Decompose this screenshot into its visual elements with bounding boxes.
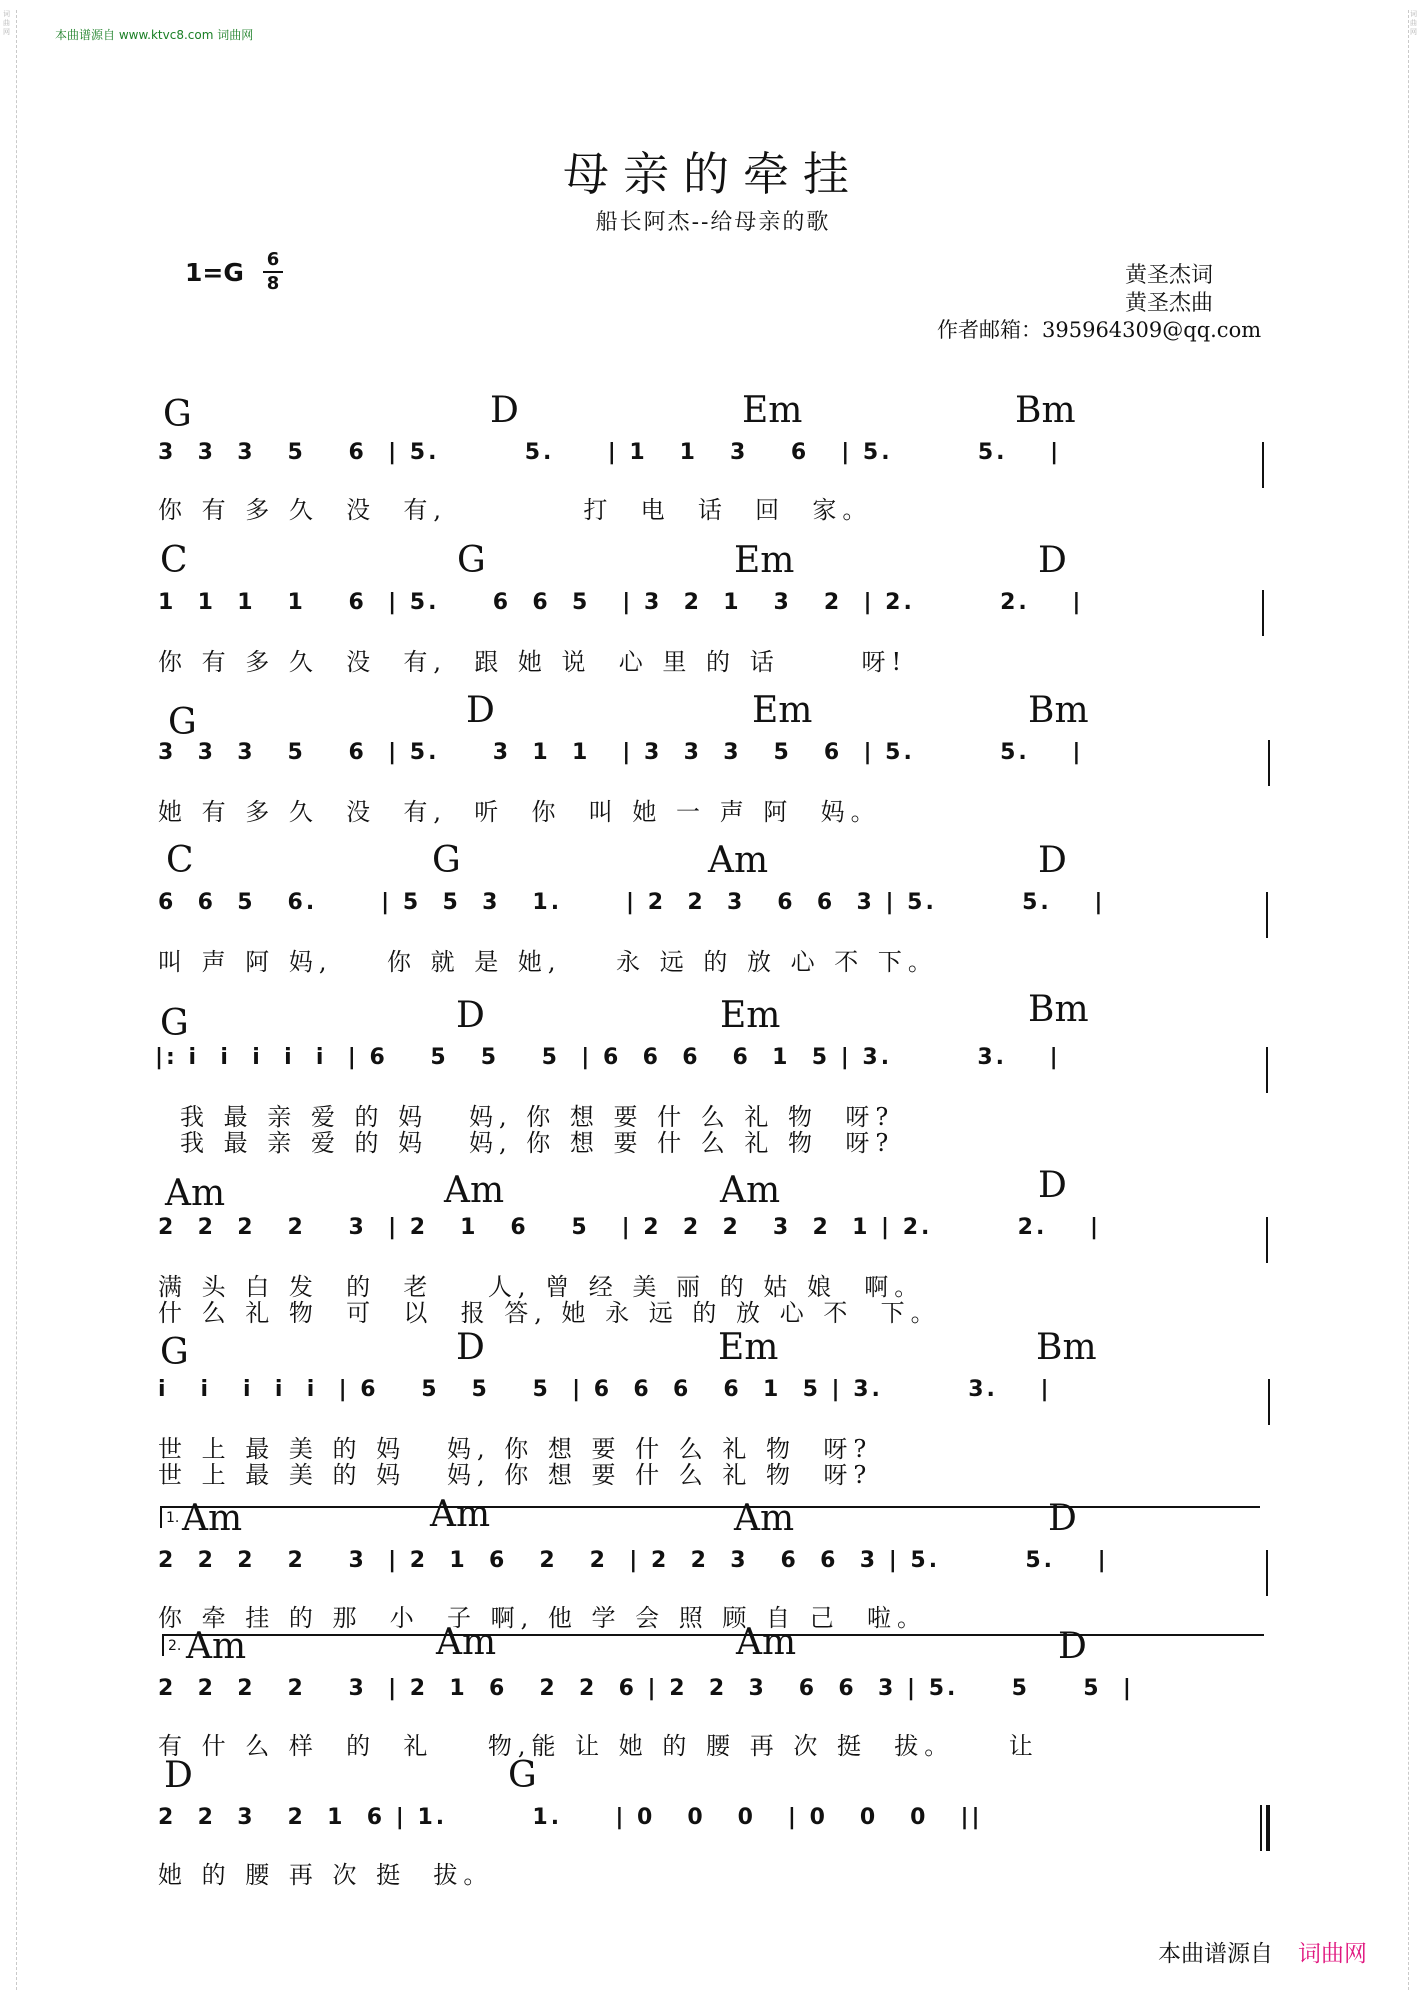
footer-source-label: 本曲谱源自	[1158, 1941, 1273, 1967]
chord-label: Am	[436, 1622, 497, 1663]
volta-number: 2.	[168, 1638, 182, 1654]
notation-line: 3 3 3 5 6 | 5. 3 1 1 | 3 3 3 5 6 | 5. 5. |	[158, 740, 1084, 765]
composer-credit: 黄圣杰曲	[1125, 291, 1214, 316]
chord-label: C	[166, 840, 194, 881]
notation-line: 6 6 5 6. | 5 5 3 1. | 2 2 3 6 6 3 | 5. 5. |	[158, 890, 1106, 915]
chord-label: Am	[444, 1170, 505, 1211]
chord-label: Em	[752, 690, 813, 731]
volta-bracket	[162, 1634, 1264, 1636]
footer-site-link[interactable]: 词曲网	[1298, 1941, 1367, 1967]
score-row	[0, 1327, 1426, 1489]
chord-label: Em	[742, 390, 803, 431]
chord-label: D	[1048, 1498, 1077, 1539]
chord-label: G	[457, 540, 486, 581]
lyric-line: 她 有 多 久 没 有, 听 你 叫 她 一 声 阿 妈。	[158, 798, 881, 826]
song-subtitle: 船长阿杰--给母亲的歌	[595, 210, 831, 235]
chord-label: Am	[430, 1494, 491, 1535]
chord-label: Am	[182, 1498, 243, 1539]
chord-label: G	[163, 394, 192, 435]
notation-line: |: i i i i i | 6 5 5 5 | 6 6 6 6 1 5 | 3. 3. |	[155, 1045, 1061, 1070]
chord-label: Am	[736, 1622, 797, 1663]
right-watermark-text: 词曲网	[1410, 10, 1417, 36]
volta-bracket-start	[160, 1506, 162, 1528]
chord-label: G	[508, 1755, 537, 1796]
notation-line: 2 2 3 2 1 6 | 1. 1. | 0 0 0 | 0 0 0 ||	[158, 1805, 983, 1830]
final-barline-thick	[1266, 1805, 1270, 1851]
lyricist-credit: 黄圣杰词	[1125, 263, 1214, 288]
chord-label: Em	[734, 540, 795, 581]
chord-label: D	[1058, 1626, 1087, 1667]
chord-label: Em	[720, 995, 781, 1036]
key-signature: 1=G	[185, 258, 244, 287]
lyric-line: 叫 声 阿 妈, 你 就 是 她, 永 远 的 放 心 不 下。	[158, 948, 938, 976]
chord-label: Am	[708, 840, 769, 881]
chord-label: D	[490, 390, 519, 431]
chord-label: G	[168, 702, 197, 743]
source-header-link[interactable]: 本曲谱源自 www.ktvc8.com 词曲网	[55, 28, 254, 42]
end-barline	[1266, 1047, 1268, 1093]
final-barline-thin	[1260, 1805, 1262, 1851]
chord-label: Bm	[1028, 690, 1089, 731]
time-top: 6	[266, 249, 280, 270]
volta-bracket-start	[162, 1634, 164, 1656]
lyric-line: 我 最 亲 爱 的 妈 妈, 你 想 要 什 么 礼 物 呀?	[180, 1103, 895, 1131]
chord-label: D	[456, 995, 485, 1036]
left-watermark-text: 词曲网	[3, 10, 10, 36]
chord-label: D	[1038, 1165, 1067, 1206]
end-barline	[1266, 1550, 1268, 1596]
chord-label: D	[456, 1327, 485, 1368]
end-barline	[1262, 442, 1264, 488]
lyric-line: 世 上 最 美 的 妈 妈, 你 想 要 什 么 礼 物 呀?	[158, 1461, 873, 1489]
notation-line: 3 3 3 5 6 | 5. 5. | 1 1 3 6 | 5. 5. |	[158, 440, 1062, 465]
notation-line: 2 2 2 2 3 | 2 1 6 2 2 6 | 2 2 3 6 6 3 | 5. 5 5 |	[158, 1676, 1134, 1701]
lyric-line: 你 有 多 久 没 有, 打 电 话 回 家。	[158, 496, 873, 524]
score-row	[0, 989, 1426, 1157]
lyric-line: 你 有 多 久 没 有, 跟 她 说 心 里 的 话 呀!	[158, 648, 908, 676]
end-barline	[1266, 1217, 1268, 1263]
lyric-line: 有 什 么 样 的 礼 物,能 让 她 的 腰 再 次 挺 拔。 让	[158, 1732, 1039, 1760]
score-row	[0, 1165, 1426, 1327]
score-row	[0, 540, 1426, 690]
lyric-line: 你 牵 挂 的 那 小 子 啊, 他 学 会 照 顾 自 己 啦。	[158, 1604, 927, 1632]
author-email: 作者邮箱：395964309@qq.com	[937, 318, 1262, 342]
end-barline	[1268, 1379, 1270, 1425]
chord-label: Am	[720, 1170, 781, 1211]
lyric-line: 她 的 腰 再 次 挺 拔。	[158, 1861, 494, 1889]
chord-label: Bm	[1028, 989, 1089, 1030]
score-row	[0, 1622, 1426, 1776]
end-barline	[1266, 892, 1268, 938]
chord-label: G	[160, 1332, 189, 1373]
chord-label: C	[160, 540, 188, 581]
chord-label: D	[1038, 540, 1067, 581]
chord-label: G	[160, 1003, 189, 1044]
chord-label: G	[432, 840, 461, 881]
lyric-line: 我 最 亲 爱 的 妈 妈, 你 想 要 什 么 礼 物 呀?	[180, 1129, 895, 1157]
chord-label: D	[466, 690, 495, 731]
chord-label: D	[1038, 840, 1067, 881]
score-row	[0, 840, 1426, 990]
volta-bracket	[160, 1506, 1260, 1508]
notation-line: 1 1 1 1 6 | 5. 6 6 5 | 3 2 1 3 2 | 2. 2. |	[158, 590, 1084, 615]
time-signature	[263, 250, 283, 294]
score-row	[0, 690, 1426, 840]
end-barline	[1262, 590, 1264, 636]
chord-label: Bm	[1036, 1327, 1097, 1368]
song-title: 母亲的牵挂	[563, 147, 863, 201]
score-row	[0, 390, 1426, 540]
chord-label: Bm	[1015, 390, 1076, 431]
chord-label: Am	[734, 1498, 795, 1539]
chord-label: Am	[165, 1173, 226, 1214]
lyric-line: 什 么 礼 物 可 以 报 答, 她 永 远 的 放 心 不 下。	[158, 1299, 941, 1327]
end-barline	[1268, 740, 1270, 786]
notation-line: 2 2 2 2 3 | 2 1 6 2 2 | 2 2 3 6 6 3 | 5. 5. |	[158, 1548, 1109, 1573]
lyric-line: 满 头 白 发 的 老 人, 曾 经 美 丽 的 姑 娘 啊。	[158, 1273, 925, 1301]
chord-label: Em	[718, 1327, 779, 1368]
notation-line: 2 2 2 2 3 | 2 1 6 5 | 2 2 2 3 2 1 | 2. 2. |	[158, 1215, 1102, 1240]
chord-label: D	[164, 1755, 193, 1796]
notation-line: i i i i i | 6 5 5 5 | 6 6 6 6 1 5 | 3. 3. |	[158, 1377, 1052, 1402]
lyric-line: 世 上 最 美 的 妈 妈, 你 想 要 什 么 礼 物 呀?	[158, 1435, 873, 1463]
time-bottom: 8	[266, 273, 280, 294]
volta-number: 1.	[166, 1510, 180, 1526]
chord-label: Am	[186, 1626, 247, 1667]
score-row	[0, 1755, 1426, 1905]
